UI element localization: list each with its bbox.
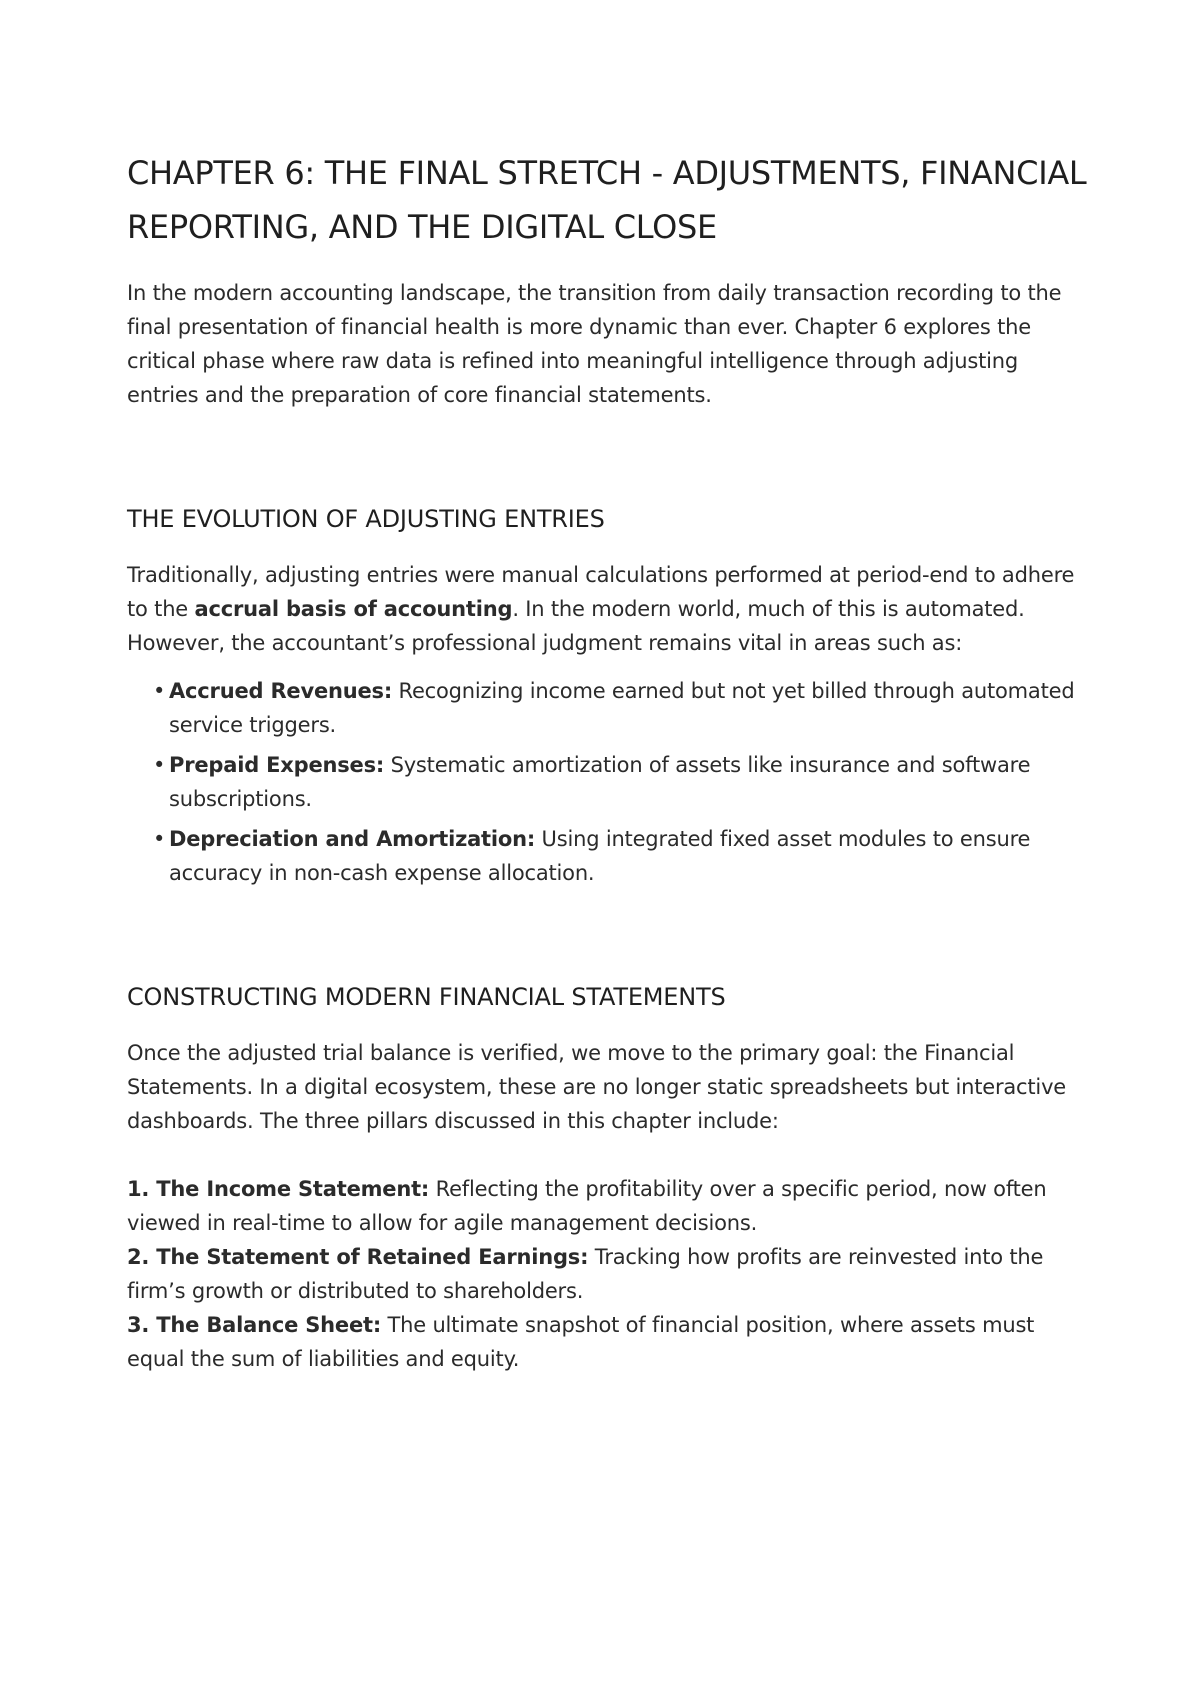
pillar-item — [127, 1240, 1087, 1308]
chapter-title: CHAPTER 6: THE FINAL STRETCH - ADJUSTMENTS, FINANCIAL REPORTING, AND THE DIGITAL CLOSE — [127, 154, 1087, 246]
pillar-item — [127, 1172, 1087, 1240]
list-item-text: Systematic amortization of assets like insurance and software subscriptions. — [169, 753, 1031, 811]
list-item — [153, 748, 1087, 816]
pillar-label: 3. The Balance Sheet: — [127, 1313, 382, 1337]
bullet-icon: • — [153, 827, 166, 851]
document-page — [127, 146, 1087, 1376]
pillar-label: 2. The Statement of Retained Earnings: — [127, 1245, 589, 1269]
section-heading-evolution: THE EVOLUTION OF ADJUSTING ENTRIES — [127, 505, 605, 533]
evolution-bold-term: accrual basis of accounting — [194, 597, 513, 621]
pillars-list — [127, 1172, 1087, 1376]
pillar-label: 1. The Income Statement: — [127, 1177, 430, 1201]
list-item-label: Prepaid Expenses: — [169, 753, 385, 777]
pillar-text: Tracking how profits are reinvested into the firm’s growth or distributed to shareholders. — [127, 1245, 1044, 1303]
evolution-text-after: . In the modern world, much of this is automated. However, the accountant’s professional judgment remains vital in areas such as: — [127, 597, 1025, 655]
list-item-text: Recognizing income earned but not yet billed through automated service triggers. — [169, 679, 1075, 737]
pillar-text: Reflecting the profitability over a specific period, now often viewed in real-time to allow for agile management decisions. — [127, 1177, 1047, 1235]
list-item — [153, 674, 1087, 742]
intro-paragraph: In the modern accounting landscape, the transition from daily transaction recording to the final presentation of financial health is more dynamic than ever. Chapter 6 explores the critical phase where raw data is refined into meaningful intelligence through adjusting entries and the preparation of core financial statements. — [127, 281, 1062, 407]
pillar-text: The ultimate snapshot of financial position, where assets must equal the sum of liabilities and equity. — [127, 1313, 1035, 1371]
evolution-text-before: Traditionally, adjusting entries were manual calculations performed at period-end to adhere to the — [127, 563, 1075, 621]
evolution-paragraph — [127, 558, 1087, 660]
section-heading-constructing: CONSTRUCTING MODERN FINANCIAL STATEMENTS — [127, 983, 726, 1011]
bullet-icon: • — [153, 679, 166, 703]
constructing-paragraph: Once the adjusted trial balance is verified, we move to the primary goal: the Financial Statements. In a digital ecosystem, these are no longer static spreadsheets but interactive dashboards. The three pillars discussed in this chapter include: — [127, 1041, 1067, 1133]
adjustment-list — [127, 674, 1087, 890]
bullet-icon: • — [153, 753, 166, 777]
list-item-label: Depreciation and Amortization: — [169, 827, 536, 851]
pillar-item — [127, 1308, 1087, 1376]
list-item-text: Using integrated fixed asset modules to ensure accuracy in non-cash expense allocation. — [169, 827, 1031, 885]
list-item-label: Accrued Revenues: — [169, 679, 393, 703]
list-item — [153, 822, 1087, 890]
